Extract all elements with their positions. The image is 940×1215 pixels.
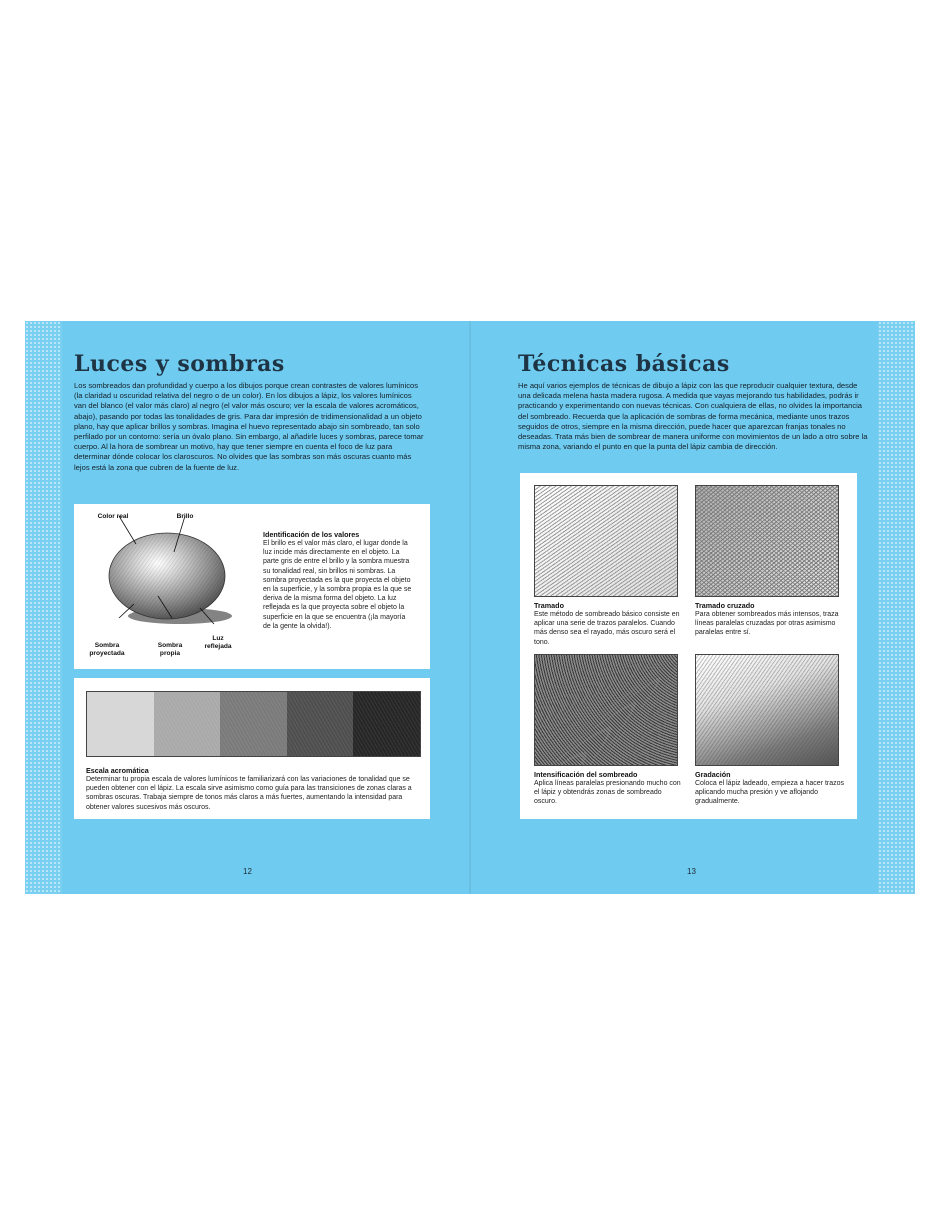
scale-caption-title: Escala acromática <box>86 766 149 775</box>
label-color-real: Color real <box>97 513 129 520</box>
techniques-panel <box>520 473 857 819</box>
page-number-right: 13 <box>687 867 696 876</box>
right-page-intro: He aquí varios ejemplos de técnicas de dibujo a lápiz con las que reproducir cualquier textura, desde una delicada melena hasta madera rugosa. A medida que vayas mejorando tus habilidades, podrás ir practicando y experimentando con nuevas técnicas. Con cualquiera de ellas, no olvides la importancia del sombreado. Recuerda que la aplicación de sombras de forma mecánica, mediante unos trazos seguidos de otros, siempre en la misma dirección, puede hacer que aparezcan franjas tonales no deseadas. Trata más bien de sombrear de manera uniforme con movimientos de un lado a otro sobre la misma zona, variando el punto en que la punta del lápiz cambia de dirección. <box>518 381 868 452</box>
page-number-left: 12 <box>243 867 252 876</box>
technique-title: Intensificación del sombreado <box>534 770 638 779</box>
technique-text: Aplica líneas paralelas presionando mucho con el lápiz y obtendrás zonas de sombreado oscuro. <box>534 780 681 806</box>
dotted-margin-left <box>25 321 62 894</box>
tramado-sample <box>534 485 678 597</box>
egg-panel <box>74 504 430 669</box>
left-page-title: Luces y sombras <box>74 351 285 377</box>
label-brillo: Brillo <box>176 513 194 520</box>
achromatic-scale <box>86 691 421 757</box>
technique-intensificacion <box>534 654 684 807</box>
book-spread <box>25 321 915 894</box>
values-caption-title: Identificación de los valores <box>263 530 360 539</box>
technique-text: Coloca el lápiz ladeado, empieza a hacer trazos aplicando mucha presión y ve aflojando gradualmente. <box>695 780 845 806</box>
label-sombra-propia: Sombra propia <box>157 642 183 657</box>
gradacion-sample <box>695 654 839 766</box>
technique-tramado-cruzado <box>695 485 845 638</box>
right-page-title: Técnicas básicas <box>518 351 730 377</box>
scale-caption <box>86 766 420 812</box>
scale-panel <box>74 678 430 819</box>
scale-caption-text: Determinar tu propia escala de valores lumínicos te familiarizará con las variaciones de tonalidad que se pueden obtener con el lápiz. La escala sirve asimismo como guía para las transiciones de zonas claras a sombras oscuras. Trabaja siempre de tonos más claros a más fuertes, aumentando la intensidad para obtener valores sucesivos más oscuros. <box>86 776 412 811</box>
scale-texture <box>87 692 420 756</box>
label-sombra-proyectada: Sombra proyectada <box>89 642 125 657</box>
technique-title: Tramado <box>534 601 564 610</box>
tramado-cruzado-sample <box>695 485 839 597</box>
technique-tramado <box>534 485 684 647</box>
technique-gradacion <box>695 654 845 807</box>
values-caption-text: El brillo es el valor más claro, el lugar donde la luz incide más directamente en el objeto. La parte gris de entre el brillo y la sombra muestra su tonalidad real, sin brillos ni sombras. La sombra proyectada es la que proyecta el objeto en la superficie, y la sombra propia es la que se deriva de la misma forma del objeto. La luz reflejada es la que proyecta sobre el objeto la superficie en la que se encuentra (¡la mayoría de la gente la olvida!). <box>263 540 412 630</box>
values-caption <box>263 530 413 631</box>
intensificacion-sample <box>534 654 678 766</box>
book-gutter <box>469 321 471 894</box>
left-page-intro: Los sombreados dan profundidad y cuerpo a los dibujos porque crean contrastes de valores lumínicos (la claridad u oscuridad relativa del negro o de un color). En los dibujos a lápiz, los valores lumínicos van del blanco (el valor más claro) al negro (el valor más oscuro; ver la escala de valores acromáticos, abajo), pasando por todas las tonalidades de gris. Para dar impresión de tridimensionalidad a un objeto plano, hay que aplicar brillos y sombras. Imagina el huevo representado abajo sin sombreado, tan solo perfilado por un contorno: sería un óvalo plano. Sin embargo, al añadirle luces y sombras, parece tomar cuerpo. Al la hora de sombrear un motivo, hay que tener siempre en cuenta el foco de luz para determinar dónde colocar los claroscuros. No olvides que las sombras son más oscuras cuanto más lejos está la zona que cubren de la fuente de luz. <box>74 381 424 472</box>
dotted-margin-right <box>878 321 915 894</box>
technique-title: Gradación <box>695 770 731 779</box>
label-luz-reflejada: Luz reflejada <box>204 635 232 650</box>
technique-text: Para obtener sombreados más intensos, traza líneas paralelas cruzadas por otras asimismo paralelas entre sí. <box>695 611 839 637</box>
technique-text: Este método de sombreado básico consiste en aplicar una serie de trazos paralelos. Cuando más denso sea el rayado, más oscuro será el tono. <box>534 611 680 646</box>
technique-title: Tramado cruzado <box>695 601 755 610</box>
